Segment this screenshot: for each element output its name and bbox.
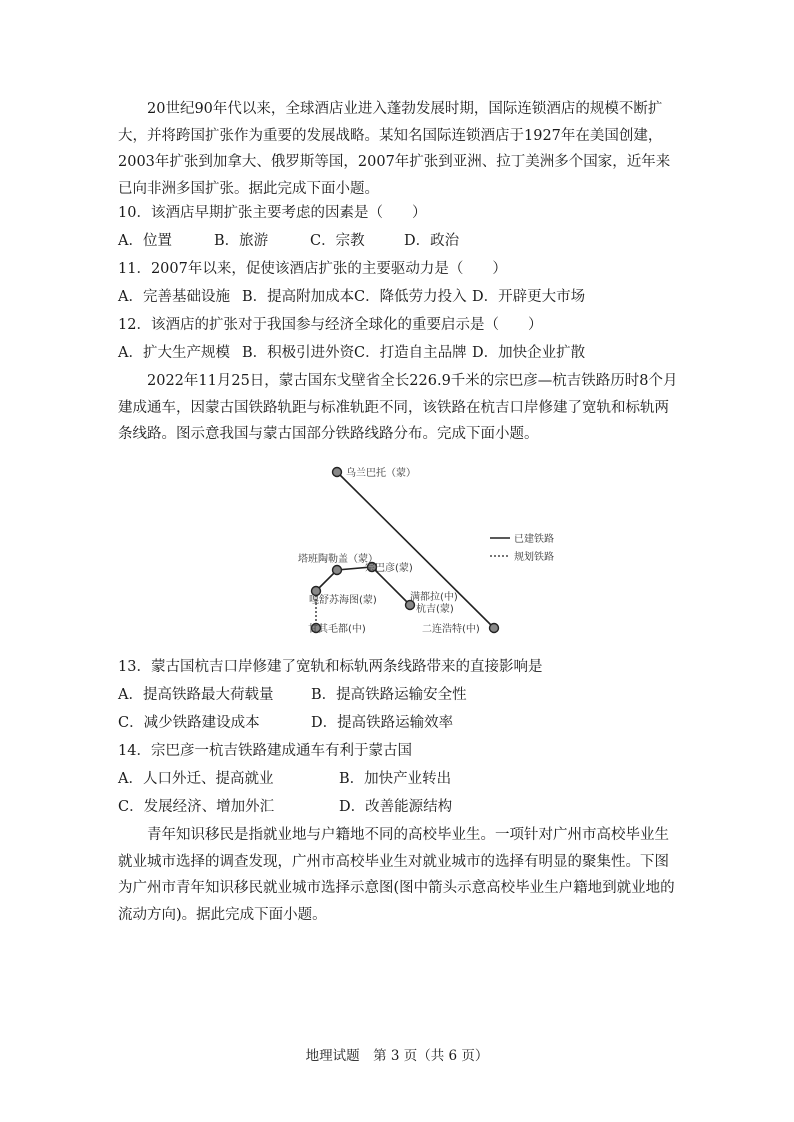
q12-option-d: D．加快企业扩散 — [472, 345, 586, 361]
passage-railway — [118, 368, 678, 448]
q14-option-d: D．改善能源结构 — [339, 799, 453, 815]
question-12-stem: 12．该酒店的扩张对于我国参与经济全球化的重要启示是（ ） — [118, 317, 543, 333]
label-gashuunsukhait: 嘎舒苏海图(蒙) — [309, 595, 377, 606]
q11-option-d: D．开辟更大市场 — [472, 289, 586, 305]
legend-built-label: 已建铁路 — [514, 534, 554, 545]
passage-hotel — [118, 96, 678, 202]
label-mandula: 满都拉(中) — [410, 592, 458, 603]
q10-option-c: C．宗教 — [310, 233, 365, 249]
q10-option-a: A．位置 — [118, 233, 172, 249]
question-11-stem: 11．2007年以来，促使该酒店扩张的主要驱动力是（ ） — [118, 261, 507, 277]
passage-railway-text: 2022年11月25日，蒙古国东戈壁省全长226.9千米的宗巴彦—杭吉铁路历时8个月建成通车，因蒙古国铁路轨距与标准轨距不同，该铁路在杭吉口岸修建了宽轨和标轨两条线路。图示意我国与蒙古国部分铁路线路分布。完成下面小题。 — [118, 373, 678, 442]
map-legend — [490, 532, 554, 563]
q13-option-b: B．提高铁路运输安全性 — [311, 687, 467, 703]
q13-option-a: A．提高铁路最大荷载量 — [118, 687, 274, 703]
railway-map — [290, 458, 590, 640]
label-ulaanbaatar: 乌兰巴托（蒙） — [346, 468, 416, 479]
q11-option-a: A．完善基础设施 — [118, 289, 230, 305]
label-ganqimaodu: 甘其毛都(中) — [308, 624, 366, 635]
passage-migration — [118, 822, 678, 928]
q14-option-c: C．发展经济、增加外汇 — [118, 799, 275, 815]
station-ulaanbaatar — [333, 468, 342, 477]
q14-option-a: A．人口外迁、提高就业 — [118, 771, 274, 787]
q11-option-b: B．提高附加成本 — [242, 289, 355, 305]
q10-option-b: B．旅游 — [214, 233, 269, 249]
label-zuunbayan: 宗巴彦(蒙) — [365, 563, 413, 574]
question-13-stem: 13．蒙古国杭吉口岸修建了宽轨和标轨两条线路带来的直接影响是 — [118, 659, 543, 675]
passage-hotel-text: 20世纪90年代以来，全球酒店业进入蓬勃发展时期，国际连锁酒店的规模不断扩大，并将跨国扩张作为重要的发展战略。某知名国际连锁酒店于1927年在美国创建，2003年扩张到加拿大、俄罗斯等国，2007年扩张到亚洲、拉丁美洲多个国家，近年来已向非洲多国扩张。据此完成下面小题。 — [118, 101, 671, 197]
question-14-stem: 14．宗巴彦一杭吉铁路建成通车有利于蒙古国 — [118, 743, 412, 759]
q12-option-c: C．打造自主品牌 — [354, 345, 467, 361]
q10-option-d: D．政治 — [404, 233, 460, 249]
page-footer: 地理试题 第 3 页（共 6 页） — [305, 1048, 489, 1064]
q14-option-b: B．加快产业转出 — [339, 771, 452, 787]
q11-option-c: C．降低劳力投入 — [354, 289, 467, 305]
passage-migration-text: 青年知识移民是指就业地与户籍地不同的高校毕业生。一项针对广州市高校毕业生就业城市选择的调查发现，广州市高校毕业生对就业城市的选择有明显的聚集性。下图为广州市青年知识移民就业城市选择示意图(图中箭头示意高校毕业生户籍地到就业地的流动方向)。据此完成下面小题。 — [118, 827, 675, 923]
q13-option-c: C．减少铁路建设成本 — [118, 715, 260, 731]
legend-planned-label: 规划铁路 — [514, 552, 554, 563]
question-10-stem: 10．该酒店早期扩张主要考虑的因素是（ ） — [118, 205, 427, 221]
label-tavantolgoi: 塔班陶勒盖（蒙） — [298, 554, 378, 565]
q12-option-a: A．扩大生产规模 — [118, 345, 230, 361]
station-erenhot — [490, 624, 499, 633]
label-erenhot: 二连浩特(中) — [422, 624, 480, 635]
q12-option-b: B．积极引进外资 — [242, 345, 355, 361]
q13-option-d: D．提高铁路运输效率 — [311, 715, 454, 731]
label-hangi: 杭吉(蒙) — [416, 604, 454, 615]
station-tavantolgoi — [333, 566, 342, 575]
